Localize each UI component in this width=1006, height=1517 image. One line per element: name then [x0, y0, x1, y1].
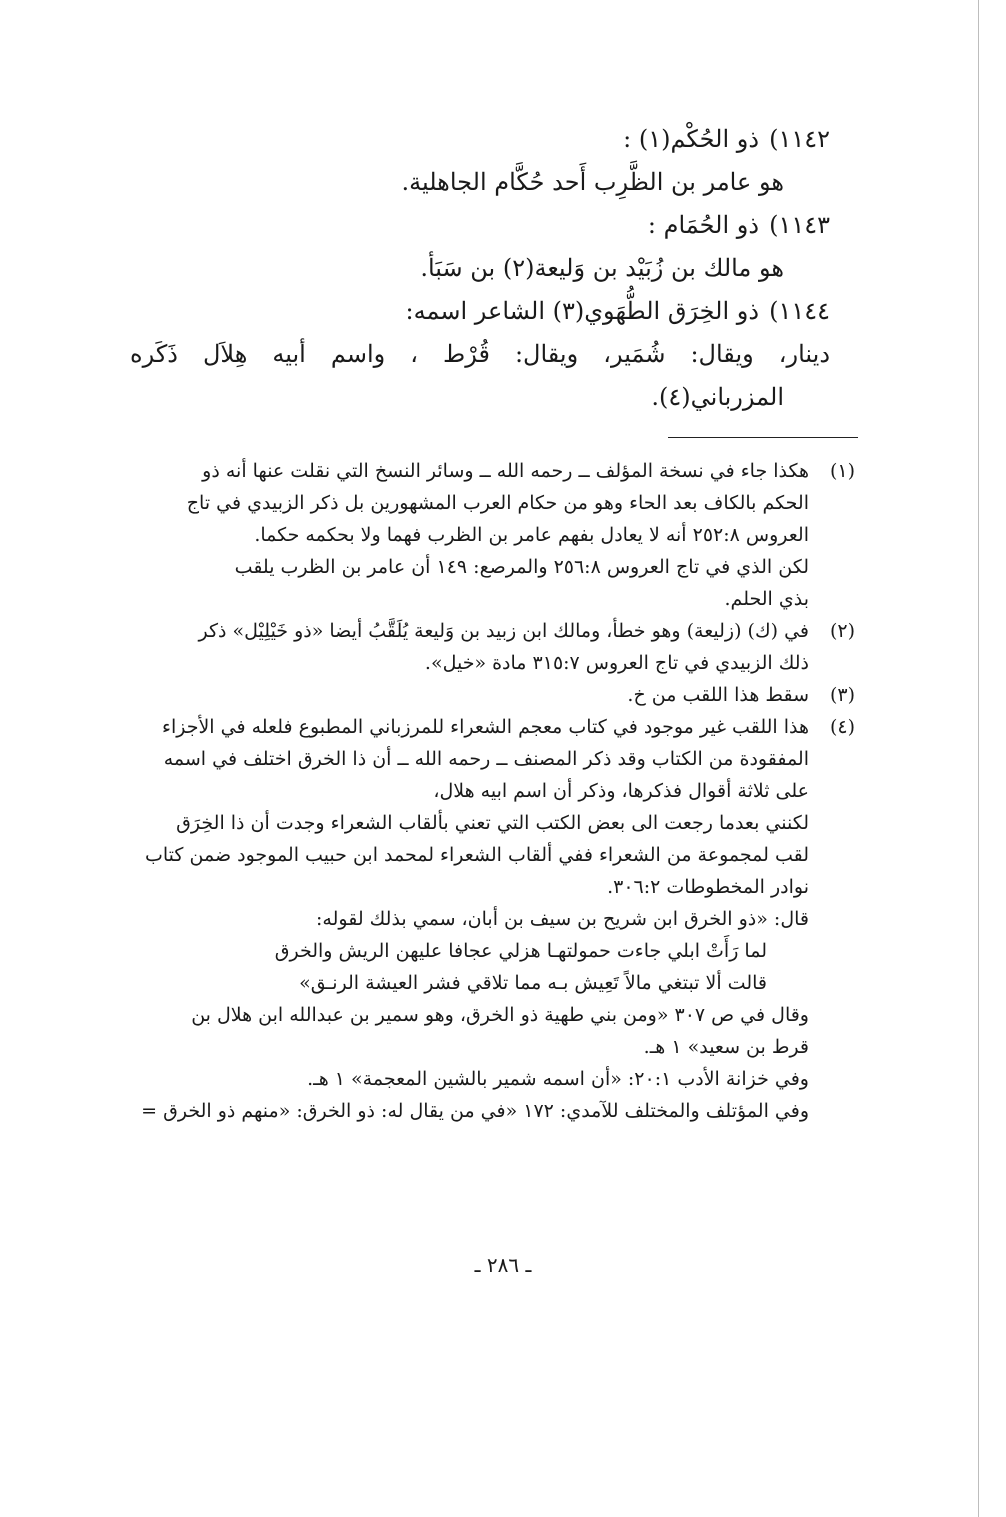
entry-title: ذو الخِرَق الطُّهَوي(٣) الشاعر اسمه:: [405, 297, 760, 325]
footnote-line: الحكم بالكاف بعد الحاء وهو من حكام العرب المشهورين بل ذكر الزبيدي في تاج: [186, 492, 809, 514]
footnote: [130, 679, 855, 711]
footnote-line: هذا اللقب غير موجود في كتاب معجم الشعراء للمرزباني المطبوع فلعله في الأجزاء: [162, 716, 809, 738]
entry-number: ١١٤٤): [769, 297, 830, 325]
footnote-line: على ثلاثة أقوال فذكرها، وذكر أن اسم ابيه هلال،: [433, 780, 809, 802]
footnote: [130, 711, 855, 1127]
footnote-line: لكنني بعدما رجعت الى بعض الكتب التي تعني بألقاب الشعراء وجدت أن ذا الخِرَق: [176, 812, 809, 834]
footnote-number: (١): [829, 460, 855, 482]
entry-body-line: هو عامر بن الظَّرِب أَحد حُكَّام الجاهلية.: [401, 168, 784, 196]
page-number: ـ ٢٨٦ ـ: [474, 1253, 532, 1277]
entry-body-line: دينار، ويقال: شُمَير، ويقال: قُرْط ، واسم أبيه هِلاَل ذَكَره: [130, 340, 831, 368]
footnote-line: سقط هذا اللقب من خ.: [627, 684, 809, 706]
footnote-line: في (ك) (زليعة) وهو خطأ، ومالك ابن زبيد بن وَليعة يُلَقَّبُ أيضا «ذو خَيْلِيْل» ذكر: [198, 620, 809, 642]
footnote-line: نوادر المخطوطات ٣٠٦:٢.: [607, 876, 809, 898]
footnote: [130, 615, 855, 679]
main-text: [130, 118, 830, 419]
footnote-line: لكن الذي في تاج العروس ٢٥٦:٨ والمرصع: ١٤٩ أن عامر بن الظرب يلقب: [234, 556, 809, 578]
entry-number: ١١٤٢): [769, 125, 830, 153]
footnote-line: وفي المؤتلف والمختلف للآمدي: ١٧٢ «في من يقال له: ذو الخرق: «منهم ذو الخرق =: [141, 1100, 809, 1122]
footnote-number: (٤): [829, 716, 855, 738]
footnote-line: وفي خزانة الأدب ٢٠:١: «أن اسمه شمير بالشين المعجمة» ١ هـ.: [307, 1068, 809, 1090]
footnote: [130, 455, 855, 615]
footnote-text: [130, 679, 809, 711]
footnote-text: [130, 711, 809, 1127]
entry-title: ذو الحُمَام :: [647, 211, 760, 239]
footnote-number: (٢): [829, 620, 855, 642]
footnote-text: [130, 615, 809, 679]
footnote-line: العروس ٢٥٢:٨ أنه لا يعادل بفهم عامر بن الظرب فهما ولا بحكمه حكما.: [254, 524, 809, 546]
footnote-line: قرط بن سعيد» ١ هـ.: [643, 1036, 809, 1058]
footnote-line: لقب لمجموعة من الشعراء ففي ألقاب الشعراء لمحمد ابن حبيب الموجود ضمن كتاب: [145, 844, 809, 866]
footnote-line: ذلك الزبيدي في تاج العروس ٣١٥:٧ مادة «خيل».: [424, 652, 809, 674]
footnote-line: هكذا جاء في نسخة المؤلف ــ رحمه الله ــ وسائر النسخ التي نقلت عنها أنه ذو: [202, 460, 809, 482]
footnote-verse: لما رَأَتْ ابلي جاءت حمولتهـا هزلي عجافا عليهن الريش والخرق: [274, 940, 767, 962]
entry-number: ١١٤٣): [769, 211, 830, 239]
footnote-number: (٣): [829, 684, 855, 706]
footnote-verse: قالت ألا تبتغي مالاً تَعِيش بـه مما تلاقي فشر العيشة الرنـق»: [299, 972, 767, 994]
entry-heading: [130, 118, 830, 161]
entry-heading: [130, 290, 830, 333]
footnote-separator: [668, 437, 858, 438]
footnote-line: المفقودة من الكتاب وقد ذكر المصنف ــ رحمه الله ــ أن ذا الخرق اختلف في اسمه: [163, 748, 809, 770]
page-edge-line: [978, 0, 979, 1517]
entry-body-line: المزرباني(٤).: [651, 383, 784, 411]
footnote-text: [130, 455, 809, 615]
footnote-line: بذي الحلم.: [724, 588, 809, 610]
footnote-line: وقال في ص ٣٠٧ «ومن بني طهية ذو الخرق، وهو سمير بن عبدالله ابن هلال بن: [191, 1004, 809, 1026]
footnote-quote-intro: قال: «ذو الخرق ابن شريح بن سيف بن أبان، سمي بذلك لقوله:: [316, 908, 809, 930]
footnotes: [130, 455, 855, 1127]
entry-heading: [130, 204, 830, 247]
entry-title: ذو الحُكْم(١) :: [623, 125, 760, 153]
entry-body-line: هو مالك بن زُبَيْد بن وَليعة(٢) بن سَبَأ.: [420, 254, 784, 282]
